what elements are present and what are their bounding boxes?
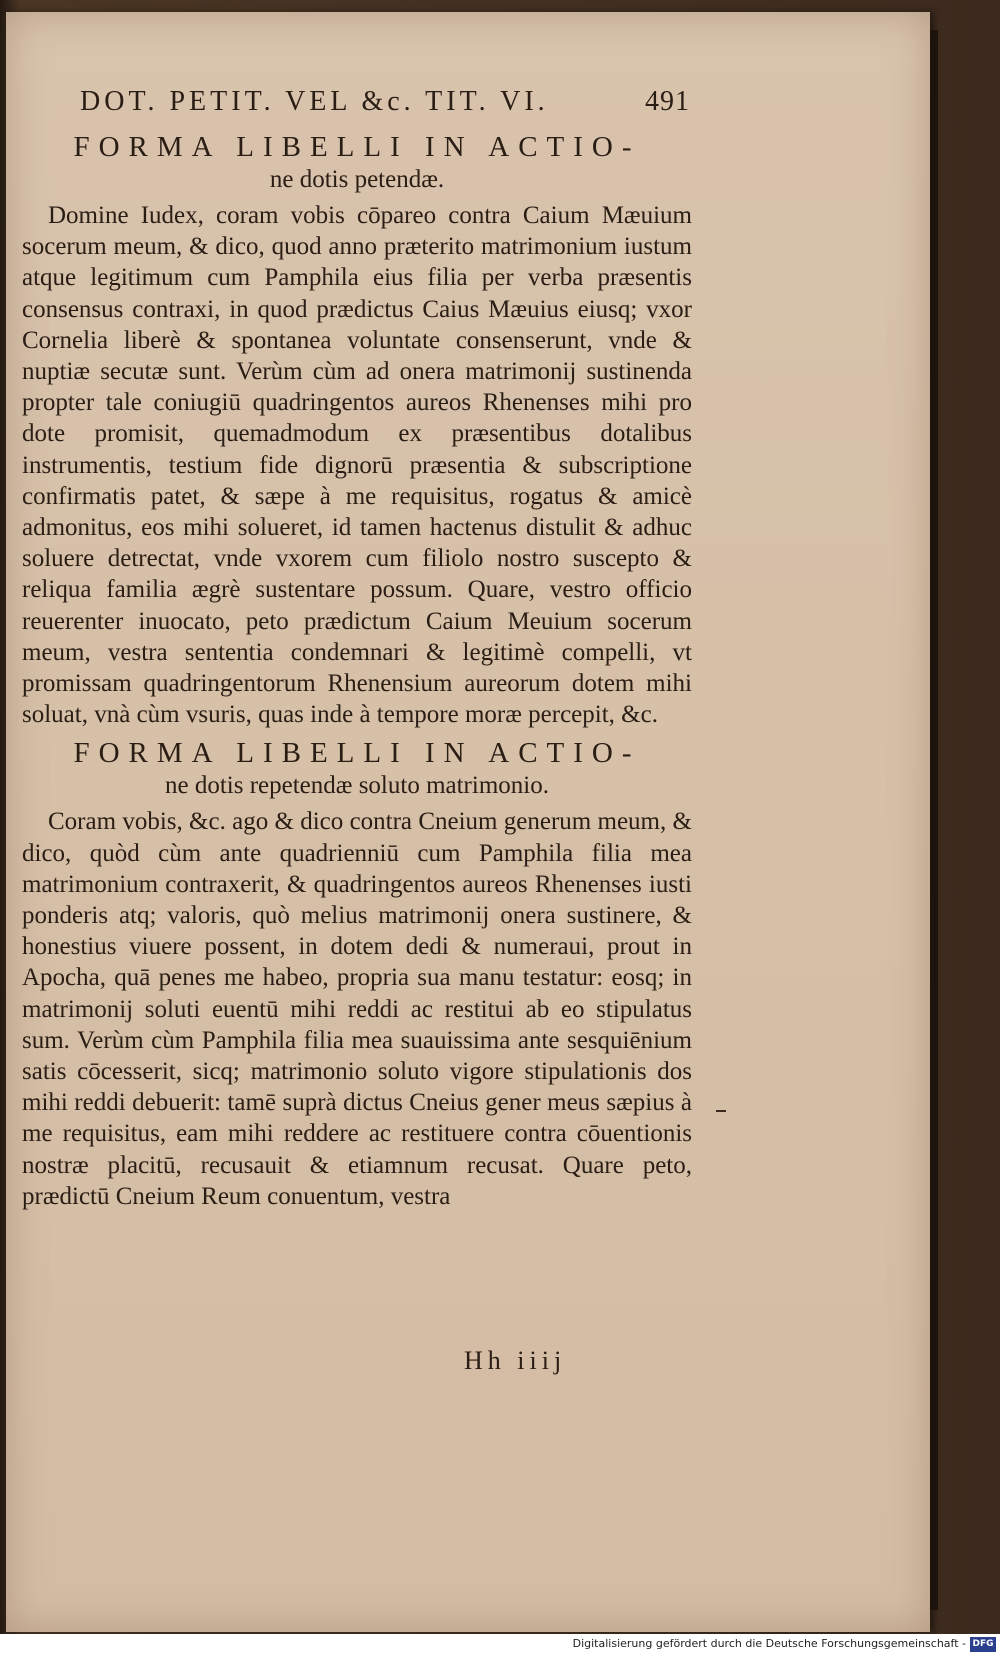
section-body: Coram vobis, &c. ago & dico contra Cneium generum meum, & dico, quòd cùm ante quadrienniū cum Pamphila filia mea matrimonium contraxerit, & quadringentos aureos Rhenenses iusti ponderis atq; valoris, quò melius matrimonij onera sustinere, & honestius viuere possent, in dotem dedi & numeraui, prout in Apocha, quā penes me habeo, propria sua manu testatur: eosq; in matrimonij soluti euentū mihi reddi ac restitui ab eo stipulatus sum. Verùm cùm Pamphila filia mea suauissima ante sesquiēnium satis cōcesserit, sicq; matrimonio soluto vigore stipulationis dos mihi reddi debuerit: tamē suprà dictus Cneius gener meus sæpius à me requisitus, eam mihi reddere ac restituere contra cōuentionis nostræ placitū, recusauit & etiamnum recusat. Quare peto, prædictū Cneium Reum conuentum, vestra: [22, 808, 692, 1210]
section-body: Domine Iudex, coram vobis cōpareo contra Caium Mæuium socerum meum, & dico, quod anno præterito matrimonium iustum atque legitimum cum Pamphila eius filia per verba præsentis consensus contraxi, in quod prædictus Caius Mæuius eiusq; vxor Cornelia liberè & spontanea voluntate consenserunt, vnde & nuptiæ secutæ sunt. Verùm cùm ad onera matrimonij sustinenda propter tale coniugiū quadringentos aureos Rhenenses mihi pro dote promisit, quemadmodum ex præsentibus dotalibus instrumentis, testium fide dignorū præsentia & subscriptione confirmatis patet, & sæpe à me requisitus, rogatus & amicè admonitus, eos mihi solueret, id tamen hactenus distulit & adhuc soluere detrectat, vnde vxorem cum filiolo nostro suscepto & reliqua familia ægrè sustentare possum. Quare, vestro officio reuerenter inuocato, peto prædictum Caium Meuium socerum meum, vestra sententia condemnari & legitimè compelli, vt promissam quadringentorum Rhenensium aureorum dotem mihi soluat, vnà cùm vsuris, quas inde à tempore moræ percepit, &c.: [22, 202, 692, 729]
dfg-logo-icon: DFG: [970, 1637, 996, 1652]
section-heading: FORMA LIBELLI IN ACTIO-: [73, 737, 641, 770]
page-number: 491: [645, 86, 690, 117]
footer-bar: [0, 1634, 1000, 1656]
page-edge: [930, 30, 938, 1610]
signature-catchword: Hh iiij: [464, 1346, 567, 1375]
section-heading: FORMA LIBELLI IN ACTIO-: [73, 131, 641, 163]
section-heading-continuation: ne dotis repetendæ soluto matrimonio.: [165, 772, 549, 800]
text-block: [22, 130, 692, 1212]
running-title: DOT. PETIT. VEL &c. TIT. VI.: [80, 86, 549, 117]
running-head: [80, 86, 700, 126]
footer-credit: Digitalisierung gefördert durch die Deutsche Forschungsgemeinschaft -: [572, 1637, 966, 1650]
margin-mark: [716, 1110, 726, 1112]
section-heading-continuation: ne dotis petendæ.: [269, 166, 445, 193]
